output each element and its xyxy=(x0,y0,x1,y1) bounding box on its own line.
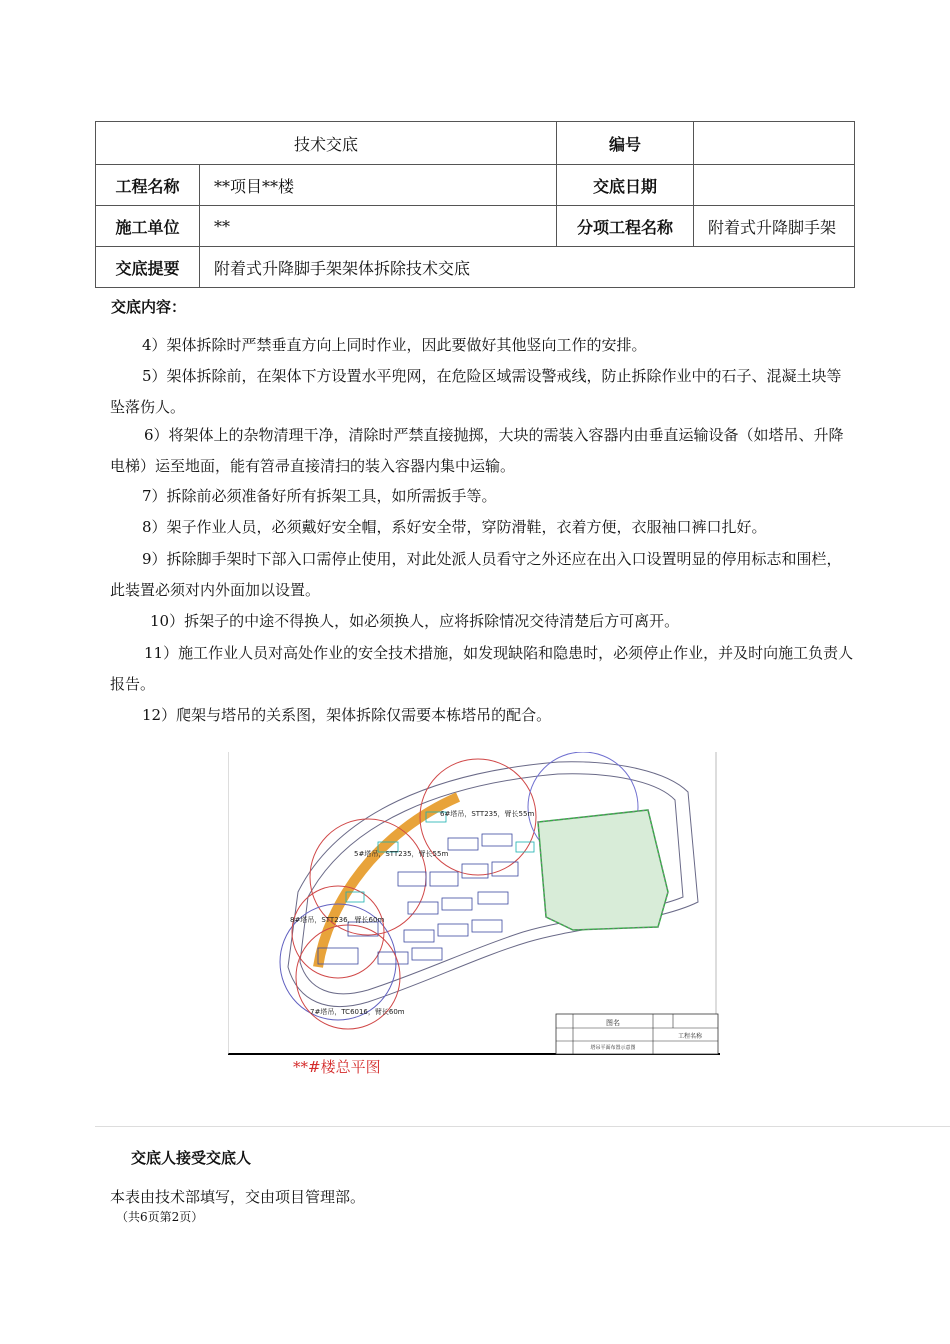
page-info: （共6页第2页） xyxy=(116,1210,204,1224)
sub-project-value: 附着式升降脚手架 xyxy=(694,206,855,247)
project-name-value: **项目**楼 xyxy=(200,165,557,206)
document-title: 技术交底 xyxy=(96,122,557,165)
summary-label: 交底提要 xyxy=(96,247,200,288)
sub-project-label: 分项工程名称 xyxy=(557,206,694,247)
plan-caption: **#楼总平图 xyxy=(293,1058,381,1076)
crane-label-7: 7#塔吊，TC6016，臂长60m xyxy=(310,1008,405,1016)
paragraph-8: 8）架子作业人员，必须戴好安全帽，系好安全带，穿防滑鞋，衣着方便，衣服袖口裤口扎好。 xyxy=(142,518,767,536)
contents-label: 交底内容： xyxy=(111,298,187,316)
paragraph-7: 7）拆除前必须准备好所有拆架工具，如所需扳手等。 xyxy=(142,487,497,505)
footer-note: 本表由技术部填写，交由项目管理部。 xyxy=(110,1188,366,1206)
site-plan-image xyxy=(228,752,720,1056)
number-value xyxy=(694,122,855,165)
paragraph-10: 10）拆架子的中途不得换人，如必须换人，应将拆除情况交待清楚后方可离开。 xyxy=(150,612,680,630)
paragraph-11: 11）施工作业人员对高处作业的安全技术措施，如发现缺陷和隐患时，必须停止作业，并及时向施工负责人报告。 xyxy=(110,644,854,693)
disclosure-header-table xyxy=(95,121,855,288)
plan-title-block xyxy=(556,1014,718,1054)
date-label: 交底日期 xyxy=(557,165,694,206)
project-name-label: 工程名称 xyxy=(96,165,200,206)
paragraph-12: 12）爬架与塔吊的关系图，架体拆除仅需要本栋塔吊的配合。 xyxy=(142,706,552,724)
unit-value: ** xyxy=(200,206,557,247)
date-value xyxy=(694,165,855,206)
paragraph-4: 4）架体拆除时严禁垂直方向上同时作业，因此要做好其他竖向工作的安排。 xyxy=(142,336,647,354)
paragraph-5: 5）架体拆除前，在架体下方设置水平兜网，在危险区域需设警戒线，防止拆除作业中的石子、混凝土块等坠落伤人。 xyxy=(110,367,842,416)
number-label: 编号 xyxy=(557,122,694,165)
crane-label-6: 6#塔吊，STT235，臂长55m xyxy=(440,810,535,818)
signature-label: 交底人接受交底人 xyxy=(131,1149,252,1167)
paragraph-6: 6）将架体上的杂物清理干净，清除时严禁直接抛掷，大块的需装入容器内由垂直运输设备（如塔吊、升降电梯）运至地面，能有笤帚直接清扫的装入容器内集中运输。 xyxy=(110,426,844,475)
paragraph-9: 9）拆除脚手架时下部入口需停止使用，对此处派人员看守之外还应在出入口设置明显的停用标志和围栏，此装置必须对内外面加以设置。 xyxy=(110,550,842,599)
unit-label: 施工单位 xyxy=(96,206,200,247)
title-block-label-2: 塔吊平面布置示意图 xyxy=(590,1045,636,1051)
title-block-label-3: 工程名称 xyxy=(677,1033,703,1040)
summary-value: 附着式升降脚手架架体拆除技术交底 xyxy=(200,247,855,288)
crane-label-5: 5#塔吊，STT235，臂长55m xyxy=(354,850,449,858)
crane-label-8: 8#塔吊，STT236，臂长60m xyxy=(290,916,385,924)
section-divider xyxy=(95,1126,950,1127)
title-block-label-1: 图名 xyxy=(606,1019,620,1027)
